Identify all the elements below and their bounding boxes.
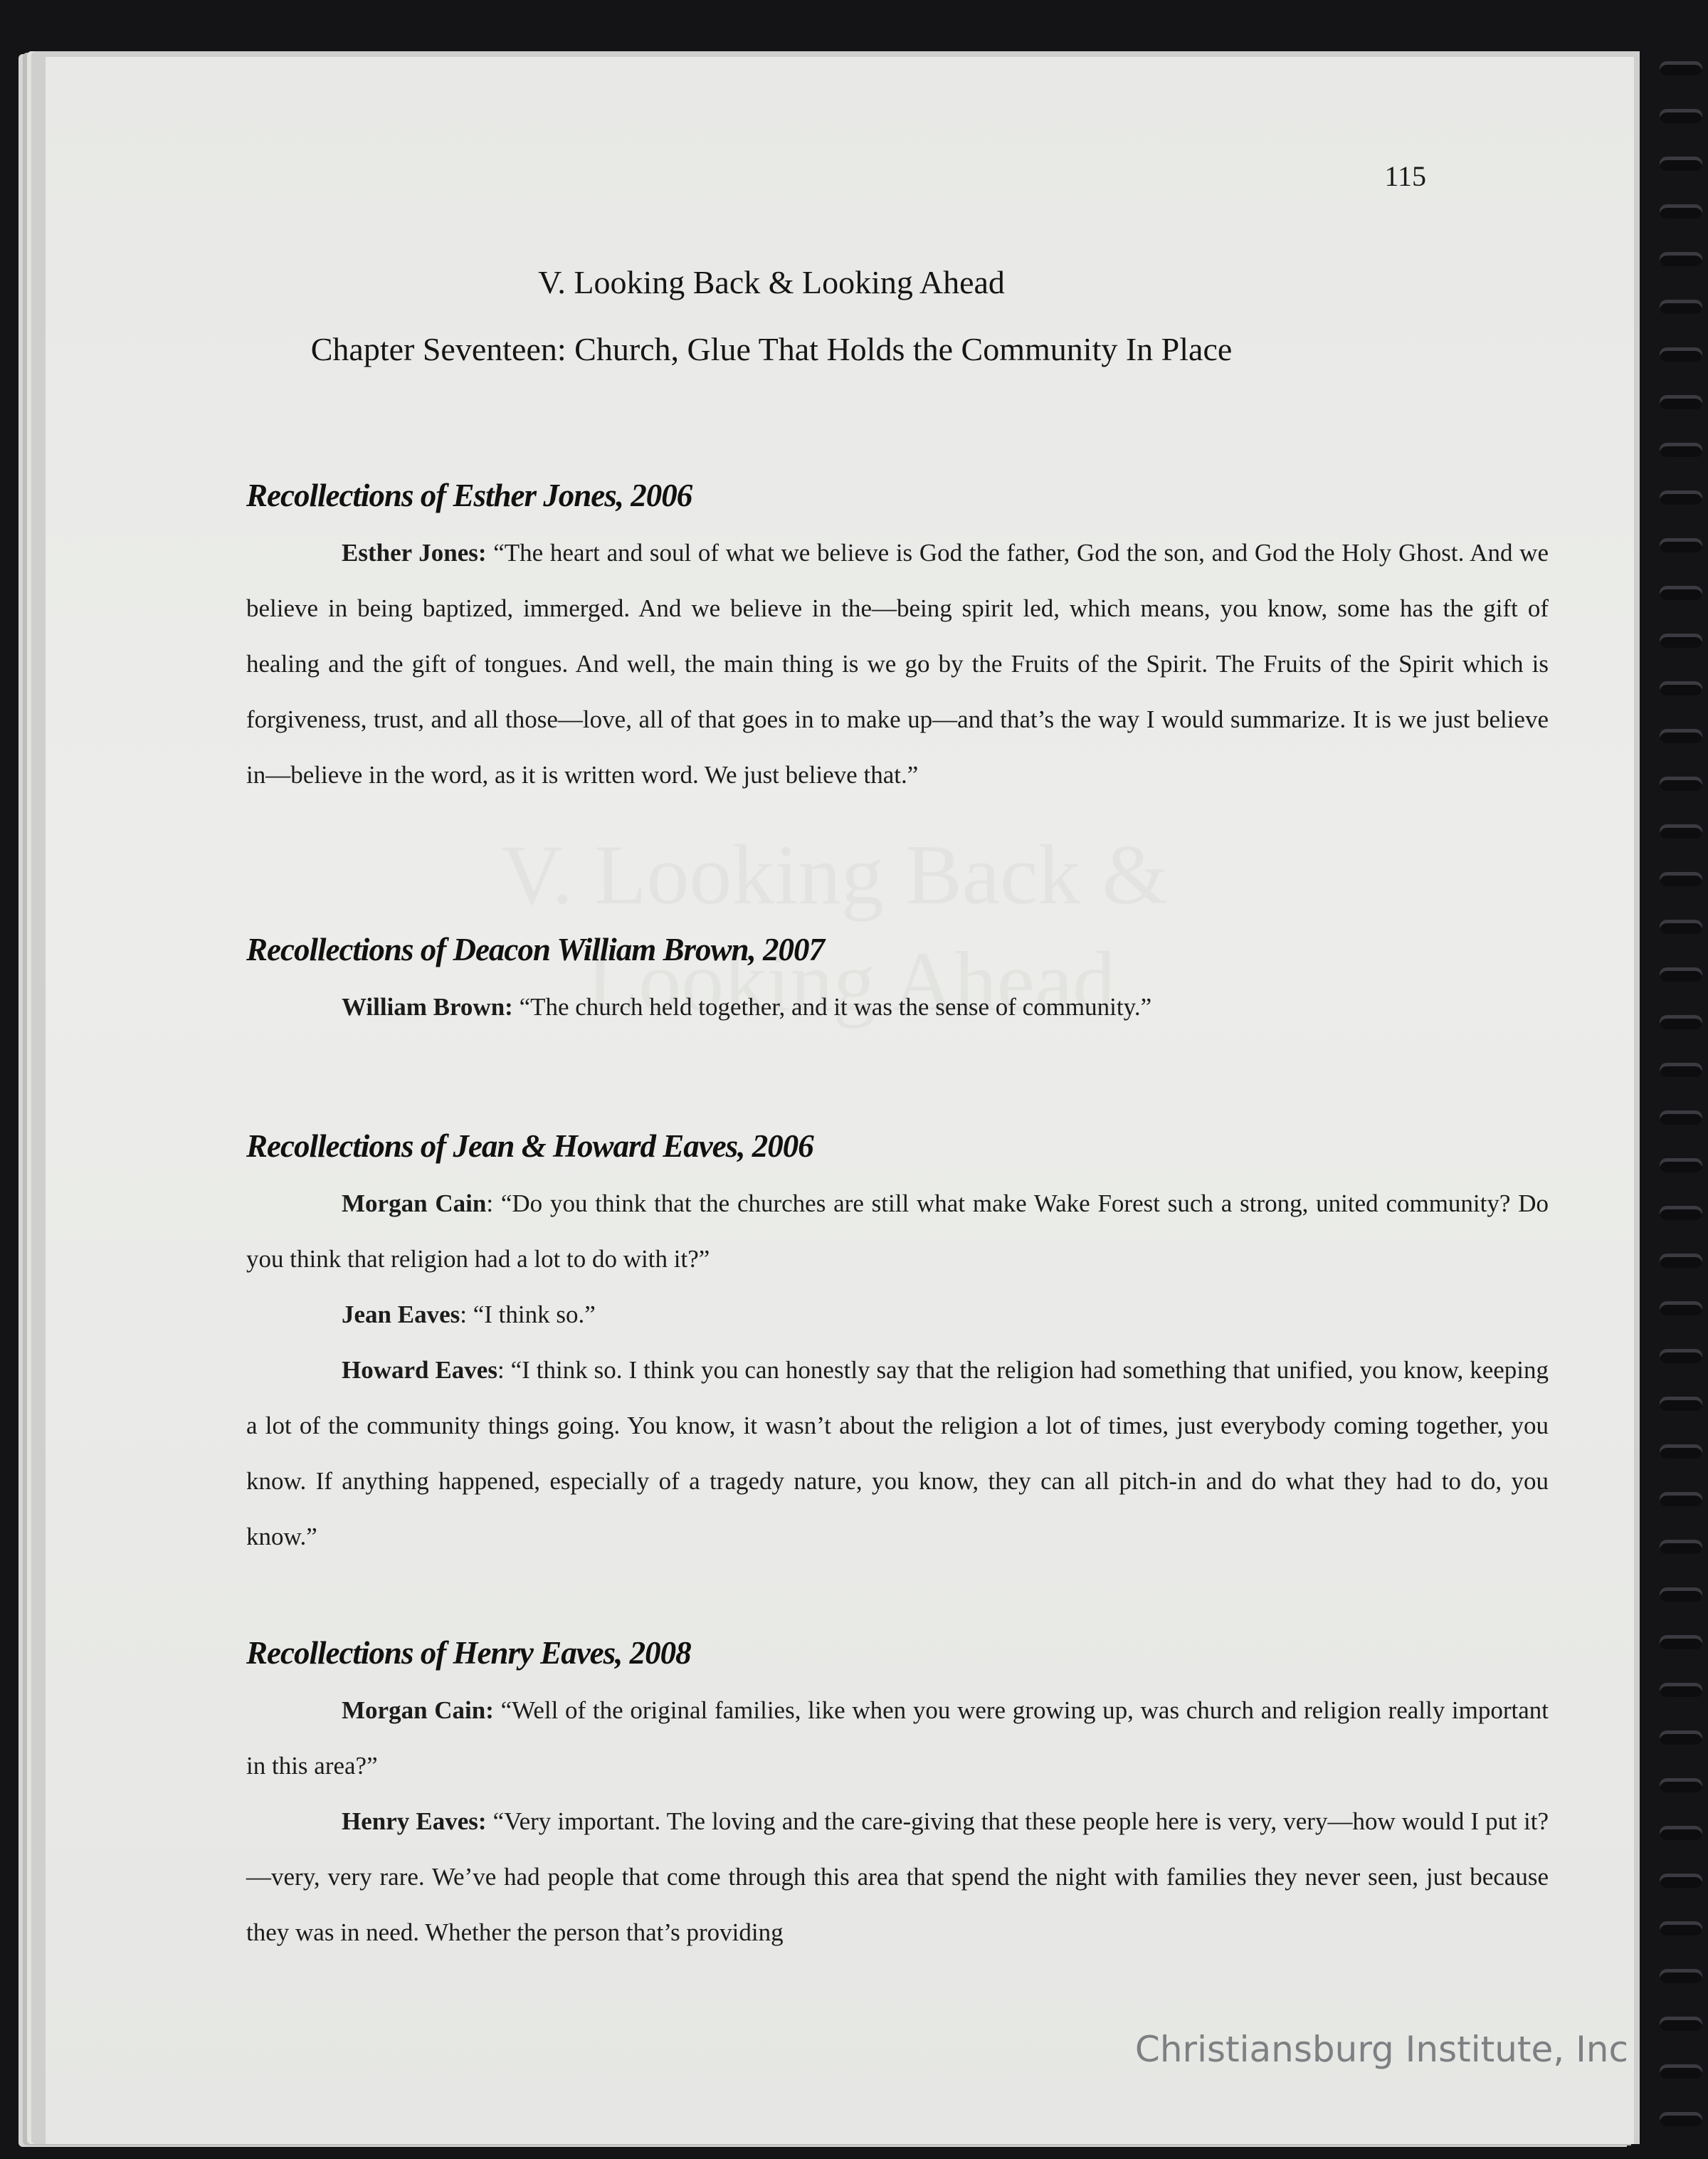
spiral-coil bbox=[1660, 729, 1702, 743]
spiral-binding bbox=[1660, 61, 1705, 2140]
spiral-coil bbox=[1660, 777, 1702, 791]
spiral-coil bbox=[1660, 1492, 1702, 1506]
section-heading: Recollections of Deacon William Brown, 2007 bbox=[246, 932, 825, 967]
speaker-name: Esther Jones: bbox=[342, 539, 487, 567]
spiral-coil bbox=[1660, 824, 1702, 839]
spiral-coil bbox=[1660, 490, 1702, 505]
quote-paragraph bbox=[246, 1683, 1549, 1794]
speaker-name: William Brown: bbox=[342, 993, 513, 1021]
spiral-coil bbox=[1660, 1540, 1702, 1554]
speaker-name: Jean Eaves bbox=[342, 1301, 460, 1328]
spiral-coil bbox=[1660, 1349, 1702, 1363]
speaker-name: Howard Eaves bbox=[342, 1356, 497, 1384]
spiral-coil bbox=[1660, 1206, 1702, 1220]
speaker-name: Morgan Cain: bbox=[342, 1696, 494, 1724]
spiral-coil bbox=[1660, 634, 1702, 648]
spiral-coil bbox=[1660, 1444, 1702, 1459]
spiral-coil bbox=[1660, 681, 1702, 695]
spiral-coil bbox=[1660, 1730, 1702, 1745]
quote-text: “Well of the original families, like when you were growing up, was church and religion really important in this area?” bbox=[246, 1696, 1549, 1780]
section-heading: Recollections of Esther Jones, 2006 bbox=[246, 478, 692, 513]
spiral-coil bbox=[1660, 872, 1702, 886]
speaker-name: Morgan Cain bbox=[342, 1189, 487, 1217]
spiral-coil bbox=[1660, 1397, 1702, 1411]
quote-paragraph bbox=[246, 979, 1549, 1035]
spiral-coil bbox=[1660, 109, 1702, 123]
spiral-coil bbox=[1660, 2064, 1702, 2079]
spiral-coil bbox=[1660, 1063, 1702, 1077]
quote-text: “Very important. The loving and the care-giving that these people here is very, very—how would I put it?—very, very rare. We’ve had people that come through this area that spend the night with families they never seen, just because they was in need. Whether the person that’s providing bbox=[246, 1807, 1549, 1946]
quote-paragraph bbox=[246, 1794, 1549, 1960]
quote-paragraph bbox=[246, 1176, 1549, 1287]
spiral-coil bbox=[1660, 538, 1702, 552]
spiral-coil bbox=[1660, 1254, 1702, 1268]
page-number: 115 bbox=[1384, 160, 1426, 192]
part-title: V. Looking Back & Looking Ahead bbox=[538, 264, 1005, 300]
spiral-coil bbox=[1660, 2112, 1702, 2126]
spiral-coil bbox=[1660, 1015, 1702, 1029]
spiral-coil bbox=[1660, 300, 1702, 314]
spiral-coil bbox=[1660, 204, 1702, 219]
quote-paragraph bbox=[246, 525, 1549, 803]
section-heading: Recollections of Henry Eaves, 2008 bbox=[246, 1635, 691, 1671]
chapter-title: Chapter Seventeen: Church, Glue That Holds the Community In Place bbox=[310, 331, 1233, 367]
spiral-coil bbox=[1660, 1110, 1702, 1125]
spiral-coil bbox=[1660, 1635, 1702, 1649]
spiral-coil bbox=[1660, 443, 1702, 457]
quote-text: “The church held together, and it was the sense of community.” bbox=[512, 993, 1152, 1021]
spiral-coil bbox=[1660, 61, 1702, 75]
spiral-coil bbox=[1660, 1969, 1702, 1983]
quote-paragraph bbox=[246, 1287, 1549, 1343]
spiral-coil bbox=[1660, 1587, 1702, 1602]
speaker-name: Henry Eaves: bbox=[342, 1807, 487, 1835]
spiral-coil bbox=[1660, 1921, 1702, 1935]
bleed-through-text bbox=[501, 826, 1169, 924]
spiral-coil bbox=[1660, 2017, 1702, 2031]
spiral-coil bbox=[1660, 920, 1702, 934]
spiral-coil bbox=[1660, 1158, 1702, 1172]
spiral-coil bbox=[1660, 1683, 1702, 1697]
quote-text: : “Do you think that the churches are still what make Wake Forest such a strong, united community? Do you think that religion had a lot to do with it?” bbox=[246, 1189, 1549, 1273]
spiral-coil bbox=[1660, 586, 1702, 600]
quote-text: : “I think so.” bbox=[460, 1301, 596, 1328]
spiral-coil bbox=[1660, 1874, 1702, 1888]
quote-paragraph bbox=[246, 1343, 1549, 1565]
spiral-coil bbox=[1660, 157, 1702, 171]
spiral-coil bbox=[1660, 395, 1702, 409]
spiral-coil bbox=[1660, 967, 1702, 982]
spiral-coil bbox=[1660, 347, 1702, 362]
watermark: Christiansburg Institute, Inc bbox=[1134, 2029, 1628, 2070]
spiral-coil bbox=[1660, 252, 1702, 266]
section-heading: Recollections of Jean & Howard Eaves, 2006 bbox=[246, 1128, 813, 1164]
spiral-coil bbox=[1660, 1301, 1702, 1315]
quote-text: “The heart and soul of what we believe is God the father, God the son, and God the Holy Ghost. And we believe in being baptized, immerged. And we believe in the—being spirit led, which means, you know, some has the gift of healing and the gift of tongues. And well, the main thing is we go by the Fruits of the Spirit. The Fruits of the Spirit which is forgiveness, trust, and all those—love, all of that goes in to make up—and that’s the way I would summarize. It is we just believe in—believe in the word, as it is written word. We just believe that.” bbox=[246, 539, 1549, 789]
spiral-coil bbox=[1660, 1778, 1702, 1792]
quote-text: : “I think so. I think you can honestly say that the religion had something that unified, you know, keeping a lot of the community things going. You know, it wasn’t about the religion a lot of times, just everybody coming together, you know. If anything happened, especially of a tragedy nature, you know, they can all pitch-in and do what they had to do, you know.” bbox=[246, 1356, 1549, 1550]
spiral-coil bbox=[1660, 1826, 1702, 1840]
book-page bbox=[46, 57, 1634, 2144]
